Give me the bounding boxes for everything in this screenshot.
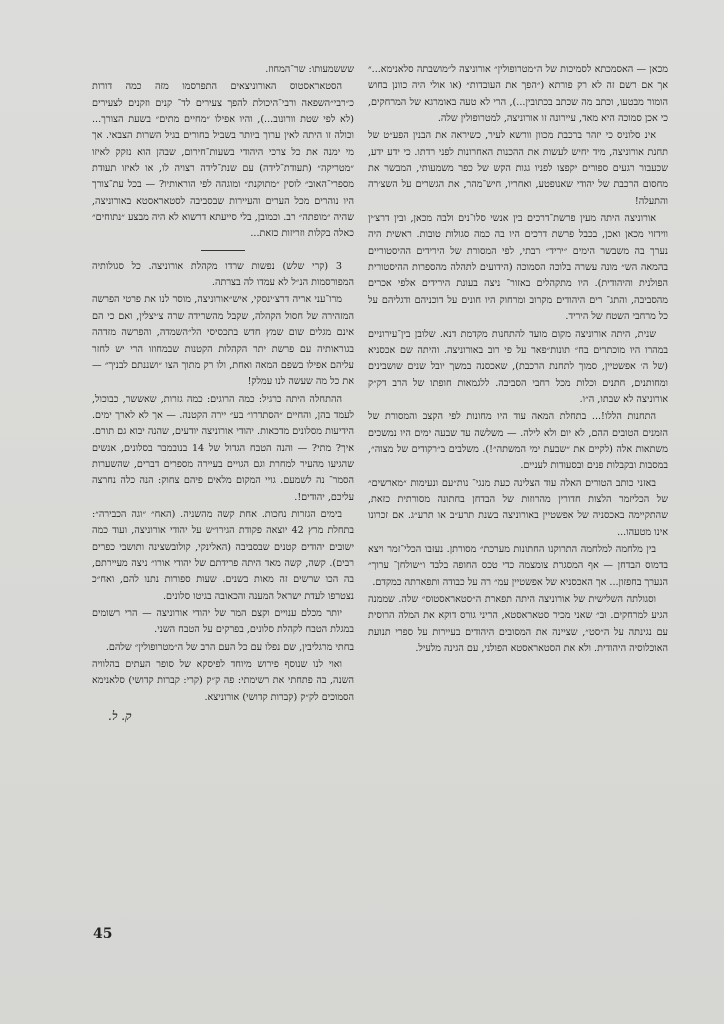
body-paragraph: מכאן — האסמכתא לסמיכות של ה״מטרופולין״ אורוניצה ל״מושבתה סלאנימא...״ אך אם רשם זה לא רק פורתא (״הפך את העובדות״ (או אולי היה כוונן בחוש הומור מבטעו, וכתב מה שכתב בכתובין...), הרי לא טעה באומרגא של המרחקים, כי אכן סמוכה היא מאד, עיירונה זו אורוניצה, למטרופולין שלה. [368,64,668,125]
body-paragraph: בחתי מרגליבין, שם נפלו עם כל העם הרב של ה״מטרופולין״ שלהם. [105,641,354,653]
body-paragraph: מרו־עני אריה דרצ׳ינסקי, איש״אורוניצה, מוסר לנו את פרטי הפרשה המזהירה של חסול הקהלה, שקבל מהשרידה שרה צ׳יצלין, ואם כי הם אינם מגלים שום שמץ חדש בתכסיסי הל״השמדה, והפרשה מזדהה בגוראותיה עם פרשת יתר הקהלות הקטנות שבמחוזו הרי יש לחזר עליהם אפילו בשפם המאה ואחת, ולו רק מתוך הצו ״ושננתם לבניך״ — את כל מה שעשה לנו עמלק! [92,294,354,388]
author-signature: ק. ל. [108,709,132,724]
body-paragraph: שששמעותו: שר־המחוז. [265,64,354,75]
body-paragraph: וסגולתה השלישית של אורוניצה היתה תפארת ה״סטאראסטוס״ שלה. שממנה הגיע למרחקים. וב״ שאני מכיר סטאראסטא, הריני גורס דוקא את המלה הרוסית עם נגינתה על ה״סט״, שציינה את המסובים היהודים בעיירות על ספרי תנועת האוכלוסיה היהודית. ולא את הסטאראסטא הפולני, עם הגינה מלעיל. [368,594,668,655]
left-text-column [92,62,354,724]
section-divider [201,250,245,251]
right-text-column [368,62,668,657]
body-paragraph: ואוי לנו שנוסף פירוש מיוחד לפיסקא של סופר העתים בהלוויה השנה, בה פתחתי את רשימתי: פה ק״ק (קרי: קברות קדושי) סלאנימא הסמוכים לק״ק (קברות קדושי) אורוניצא. [92,659,354,703]
body-paragraph: אינ סלוניס כי יזהר ברכבת מכוון וורשא לעיר, כשיראה את הבנין הפע״ט של תחנת אורוניצה, מיד יחיש לעשות את ההכנות האחרונות לפני רדתו. כי ידע ידע, שכעבור רגעים ספורים יקפצו לפניו גגות הקש של כפר משמעותי, המבשר את מחסום הרכבת של יהודי שאנופטע, ואחריו, חיש־מהר, את הגשרים על השצ׳רה והתעלה! [368,130,668,207]
body-paragraph: התחנות הללו!... בתחלת המאה עוד היו מחונות לפי הקצב והמסורת של הזמנים הטובים ההם, לא יום ולא לילה. — משלשה עד שבעה ימים היו נמשכים משתאות אלה (לקיים את ״שבעת ימי המשתה״!). משלבים ב״רקודים של מצוה״, במסבות ובקבלות פנים ובסעודות לעניים. [368,411,668,472]
body-paragraph: בין מלחמה למלחמה התרוקנו החתונות מערכת״ מסורתן. נעזבו הכלי־זמר ויצא בדמוס הבדחן — אף המסגרת צומצמה כדי טכס החופה בלבד ו״שולחן־ ערוך״ הנערך בחפזון... אך האכסניא של אפשטיין עמ״ רה על כבודה ותפארתה כמקדם. [368,543,668,588]
body-paragraph: בימים הגזרות נחכות. אחת קשה מהשניה. (האח״ ״וגה הכבירה״: בתחלת מרץ 42 יוצאה פקודת הגירו״ש על יהודי אורוניצה, ועוד כמה ישובים יהודים קטנים שבסביבה (האלינקי, קולובשצינה ותושבי כפרים רבים). קשה, קשה מאד היתה פרידתם של יהודי אורו״ ניצה מעיירתם, בה הכו שרשים זה מאות בשנים. שעות ספורות נתנו להם, ואח״כ נצטרפו לעדת ישראל המענה והכאובה בגיטו סלונים. [92,508,354,602]
body-paragraph: הסטאראסטוס האורוניצאים התפרסמו מזה כמה דורות כ״רבי״השפאה ורבי־היכולת להפך צעירים לד־ קנים וזקנים לצעירים (לא לפי שטת וורונוב...), והיו אפילו ״מחיים מתים״ בשעת הצורך... וכולה זו היתה לאין ערוך ביותר בשביל בחורים בגיל השרות הצבאי. אך מי ימנה את כל צרכי היהודי בשעות־חירום, שבהן הוא נזקק לאיזו ״מטריקה״ (תעודת־לידה) עם שנת־לידה רצויה לו, או לאיזו תעודת מספרי־האוב״ לוסין ״מתוקנת״ ומוגהה לפי הוראותיו? — בכל עת־צורך היו נוהרים מכל הערים והעיירות שבסביבה לסטאראסטא באורוניצה, שהיה ״מופתה״ רב. וכמובן, בלי סייעתא דרשוא לא היה מבצע ״נתוחים״ כאלה בקלות וזריזות כזאת... [92,81,354,240]
page-number: 45 [93,926,113,942]
body-paragraph: יותר מכלם ענויים וקצם המר של יהודי אורוניצה — הרי רשומים במגלת הטבח לקהלת סלונים, בפרקים על הטבח השני. [92,608,354,636]
body-paragraph: ההתחלה היתה כרגיל: כמה הרוגים: כמה גזרות, שאששר, כבוכול, לעמד בהן, והחיים ״הסתדרו״ בע״ יירה הקטנה. — אך לא לארך ימים. הידיעות מסלונים מדכאות. יהודי אורוניצה יודעים, שהנה יבוא גם תורם. איך? מתי? — והנה הטבח הגדול של 14 בנובמבר בסלונים, אנשים שהגיעו מהעיר למחרת וגם הגויים בעיירה מספרים דברים, שהשערות הסמר־ נה לשמעם. גויי המקום מלאים פיהם צחוק: הנה כלה נחרצה עליכם, יהודים!. [92,393,354,503]
body-paragraph: באזני כותב הטורים האלה עוד הצלינה כעת מנגי־ נות״עם ונעימות ״מארשים״ של הכליזמר הלצות חדורין מהרוזות של הבדחן בחתונה מסורתית כזאת, שהתקיימה באכסניה של אפשטיין באורוניצה בשנת תרע״ב או תרע״ג. אם זכרונו אינו מטעהו... [368,477,668,538]
body-paragraph: 3 (קרי שלש) נפשות שרדו מקהלת אורוניצה. כל סגולותיה המפורסמות הנ״ל לא עמדו לה בצרתה. [92,260,354,289]
body-paragraph: אורוניצה היתה מעין פרשת־דרכים בין אנשי סלו־נים ולבה מכאן, ובין דרצ׳ין ווידזוי מכאן ואכן, בכבל פרשת דרכים היו בה כמה סגולות טובות. ראשית היה נערך בה משבשר הימים ״יריד״ רבתי, לפי המסורת של הירידים ההיסטוריים בהמאה הש״ מונה עשרה בלוכה הסמוכה (הידועים לתהלה מהספרות ההיסטורית הפולנית והיהודית). היו מתקהלים באזור־ ניצה בעונת הירידים אלפי אכרים מהסביבה, והתג־ רים היהודים מקרוב ומרחוק היו חונים על דוכניהם ודגליהם על כל מרחבי השטח של היריד. [368,213,668,323]
body-paragraph: שנית, היתה אורוניצה מקום מועד להתחנות מקדמת דנא. שלובן בין־עירוניים במהרו היו מוכתרים בח״ תונות״פאר על פי רוב באורוניצה. והיתה שם אכסניא (של ה׳ אפשטיין, סמוך לתחנת הרכבת), שאכסנה במשך יובל שנים שושבינים ומחותנים, חתנים וכלות מכל רחבי הסביבה. ללגמאות חופתו של הרב דק״ק אורוניצה לא שבתו, ה״ו. [368,328,668,405]
